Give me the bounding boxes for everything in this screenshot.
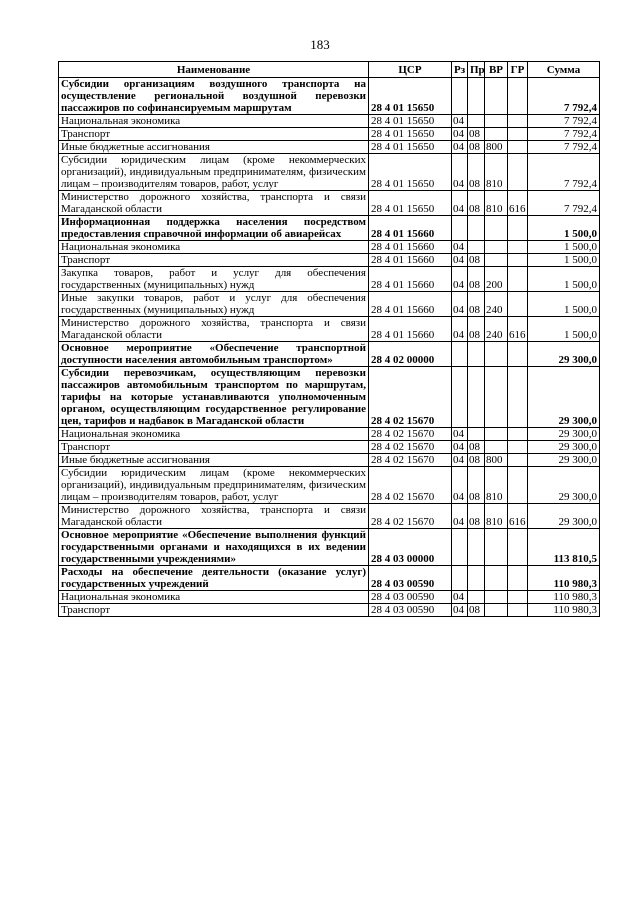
cell-pr: 08 bbox=[468, 128, 485, 141]
cell-name: Основное мероприятие «Обеспечение транспортной доступности населения автомобильным транспортом» bbox=[59, 342, 369, 367]
cell-gr bbox=[508, 115, 528, 128]
cell-gr bbox=[508, 591, 528, 604]
cell-csr: 28 4 01 15650 bbox=[369, 191, 452, 216]
cell-csr: 28 4 01 15650 bbox=[369, 78, 452, 115]
cell-rz: 04 bbox=[452, 428, 468, 441]
cell-csr: 28 4 01 15660 bbox=[369, 317, 452, 342]
cell-rz: 04 bbox=[452, 467, 468, 504]
cell-sum: 110 980,3 bbox=[528, 566, 600, 591]
cell-pr: 08 bbox=[468, 254, 485, 267]
cell-name: Закупка товаров, работ и услуг для обеспечения государственных (муниципальных) нужд bbox=[59, 267, 369, 292]
cell-vr bbox=[485, 367, 508, 428]
table-row bbox=[59, 604, 600, 617]
cell-sum: 1 500,0 bbox=[528, 241, 600, 254]
cell-gr bbox=[508, 267, 528, 292]
cell-name: Национальная экономика bbox=[59, 591, 369, 604]
cell-pr: 08 bbox=[468, 154, 485, 191]
cell-name: Иные закупки товаров, работ и услуг для обеспечения государственных (муниципальных) нужд bbox=[59, 292, 369, 317]
cell-pr: 08 bbox=[468, 467, 485, 504]
cell-csr: 28 4 02 15670 bbox=[369, 367, 452, 428]
cell-rz: 04 bbox=[452, 191, 468, 216]
cell-vr bbox=[485, 254, 508, 267]
cell-name: Национальная экономика bbox=[59, 115, 369, 128]
header-name: Наименование bbox=[59, 62, 369, 78]
cell-csr: 28 4 02 00000 bbox=[369, 342, 452, 367]
cell-pr bbox=[468, 115, 485, 128]
cell-pr bbox=[468, 428, 485, 441]
cell-sum: 7 792,4 bbox=[528, 141, 600, 154]
cell-rz: 04 bbox=[452, 241, 468, 254]
cell-pr: 08 bbox=[468, 141, 485, 154]
cell-vr: 240 bbox=[485, 317, 508, 342]
cell-pr bbox=[468, 241, 485, 254]
cell-sum: 7 792,4 bbox=[528, 191, 600, 216]
cell-pr bbox=[468, 367, 485, 428]
table-row bbox=[59, 78, 600, 115]
cell-gr bbox=[508, 254, 528, 267]
cell-rz: 04 bbox=[452, 591, 468, 604]
cell-gr bbox=[508, 454, 528, 467]
cell-csr: 28 4 01 15660 bbox=[369, 216, 452, 241]
table-row bbox=[59, 267, 600, 292]
cell-vr bbox=[485, 342, 508, 367]
cell-csr: 28 4 02 15670 bbox=[369, 504, 452, 529]
cell-csr: 28 4 03 00590 bbox=[369, 591, 452, 604]
cell-rz: 04 bbox=[452, 441, 468, 454]
cell-gr: 616 bbox=[508, 317, 528, 342]
cell-rz: 04 bbox=[452, 504, 468, 529]
cell-csr: 28 4 01 15660 bbox=[369, 241, 452, 254]
cell-vr bbox=[485, 591, 508, 604]
header-vr: ВР bbox=[485, 62, 508, 78]
cell-rz bbox=[452, 342, 468, 367]
cell-sum: 1 500,0 bbox=[528, 292, 600, 317]
cell-name: Транспорт bbox=[59, 128, 369, 141]
cell-name: Расходы на обеспечение деятельности (оказание услуг) государственных учреждений bbox=[59, 566, 369, 591]
cell-sum: 29 300,0 bbox=[528, 467, 600, 504]
cell-csr: 28 4 01 15660 bbox=[369, 267, 452, 292]
cell-pr: 08 bbox=[468, 267, 485, 292]
cell-pr: 08 bbox=[468, 441, 485, 454]
cell-gr bbox=[508, 154, 528, 191]
cell-sum: 1 500,0 bbox=[528, 317, 600, 342]
cell-csr: 28 4 03 00000 bbox=[369, 529, 452, 566]
cell-rz: 04 bbox=[452, 317, 468, 342]
cell-pr bbox=[468, 342, 485, 367]
header-pr: Пр bbox=[468, 62, 485, 78]
cell-rz: 04 bbox=[452, 454, 468, 467]
cell-gr bbox=[508, 128, 528, 141]
cell-vr: 800 bbox=[485, 141, 508, 154]
cell-csr: 28 4 02 15670 bbox=[369, 441, 452, 454]
cell-gr: 616 bbox=[508, 191, 528, 216]
cell-gr bbox=[508, 292, 528, 317]
cell-vr: 810 bbox=[485, 504, 508, 529]
cell-vr bbox=[485, 216, 508, 241]
table-row bbox=[59, 128, 600, 141]
cell-rz: 04 bbox=[452, 141, 468, 154]
cell-sum: 29 300,0 bbox=[528, 367, 600, 428]
cell-gr bbox=[508, 441, 528, 454]
cell-vr bbox=[485, 529, 508, 566]
cell-rz: 04 bbox=[452, 115, 468, 128]
cell-sum: 1 500,0 bbox=[528, 254, 600, 267]
cell-name: Министерство дорожного хозяйства, транспорта и связи Магаданской области bbox=[59, 504, 369, 529]
cell-pr bbox=[468, 529, 485, 566]
cell-sum: 1 500,0 bbox=[528, 216, 600, 241]
cell-pr bbox=[468, 566, 485, 591]
cell-pr: 08 bbox=[468, 454, 485, 467]
cell-name: Основное мероприятие «Обеспечение выполнения функций государственными органами и находящихся в их ведении государственными учреждениями» bbox=[59, 529, 369, 566]
cell-rz bbox=[452, 78, 468, 115]
cell-gr bbox=[508, 241, 528, 254]
cell-vr: 800 bbox=[485, 454, 508, 467]
table-row bbox=[59, 504, 600, 529]
cell-pr: 08 bbox=[468, 191, 485, 216]
cell-sum: 7 792,4 bbox=[528, 115, 600, 128]
cell-gr: 616 bbox=[508, 504, 528, 529]
cell-sum: 29 300,0 bbox=[528, 441, 600, 454]
table-row bbox=[59, 591, 600, 604]
cell-gr bbox=[508, 78, 528, 115]
header-sum: Сумма bbox=[528, 62, 600, 78]
cell-rz bbox=[452, 367, 468, 428]
cell-gr bbox=[508, 566, 528, 591]
cell-name: Транспорт bbox=[59, 254, 369, 267]
cell-pr: 08 bbox=[468, 317, 485, 342]
cell-gr bbox=[508, 216, 528, 241]
table-row bbox=[59, 428, 600, 441]
cell-rz: 04 bbox=[452, 604, 468, 617]
cell-pr: 08 bbox=[468, 504, 485, 529]
cell-vr bbox=[485, 128, 508, 141]
cell-vr bbox=[485, 441, 508, 454]
table-row bbox=[59, 241, 600, 254]
cell-csr: 28 4 02 15670 bbox=[369, 428, 452, 441]
cell-csr: 28 4 01 15650 bbox=[369, 128, 452, 141]
budget-table bbox=[58, 61, 600, 617]
table-row bbox=[59, 115, 600, 128]
cell-rz bbox=[452, 216, 468, 241]
cell-vr bbox=[485, 115, 508, 128]
cell-sum: 7 792,4 bbox=[528, 128, 600, 141]
cell-csr: 28 4 02 15670 bbox=[369, 467, 452, 504]
cell-gr bbox=[508, 529, 528, 566]
table-row bbox=[59, 367, 600, 428]
table-row bbox=[59, 441, 600, 454]
cell-gr bbox=[508, 141, 528, 154]
header-rz: Рз bbox=[452, 62, 468, 78]
table-row bbox=[59, 254, 600, 267]
table-row bbox=[59, 566, 600, 591]
cell-sum: 1 500,0 bbox=[528, 267, 600, 292]
cell-vr: 810 bbox=[485, 154, 508, 191]
table-row bbox=[59, 454, 600, 467]
cell-gr bbox=[508, 467, 528, 504]
table-row bbox=[59, 342, 600, 367]
table-row bbox=[59, 467, 600, 504]
cell-pr bbox=[468, 591, 485, 604]
cell-name: Субсидии организациям воздушного транспорта на осуществление региональной воздушной перевозки пассажиров по софинансируемым маршрутам bbox=[59, 78, 369, 115]
cell-sum: 29 300,0 bbox=[528, 428, 600, 441]
cell-csr: 28 4 02 15670 bbox=[369, 454, 452, 467]
cell-name: Транспорт bbox=[59, 604, 369, 617]
cell-vr: 240 bbox=[485, 292, 508, 317]
cell-csr: 28 4 01 15650 bbox=[369, 141, 452, 154]
header-csr: ЦСР bbox=[369, 62, 452, 78]
cell-gr bbox=[508, 604, 528, 617]
cell-sum: 29 300,0 bbox=[528, 504, 600, 529]
cell-vr bbox=[485, 428, 508, 441]
table-row bbox=[59, 292, 600, 317]
cell-vr: 200 bbox=[485, 267, 508, 292]
cell-name: Министерство дорожного хозяйства, транспорта и связи Магаданской области bbox=[59, 191, 369, 216]
cell-sum: 29 300,0 bbox=[528, 454, 600, 467]
table-row bbox=[59, 154, 600, 191]
cell-gr bbox=[508, 428, 528, 441]
cell-name: Национальная экономика bbox=[59, 428, 369, 441]
cell-gr bbox=[508, 367, 528, 428]
cell-csr: 28 4 01 15650 bbox=[369, 115, 452, 128]
cell-name: Национальная экономика bbox=[59, 241, 369, 254]
cell-csr: 28 4 03 00590 bbox=[369, 604, 452, 617]
cell-sum: 7 792,4 bbox=[528, 154, 600, 191]
page-number: 183 bbox=[310, 37, 330, 52]
table-row bbox=[59, 216, 600, 241]
cell-sum: 110 980,3 bbox=[528, 591, 600, 604]
cell-name: Министерство дорожного хозяйства, транспорта и связи Магаданской области bbox=[59, 317, 369, 342]
table-row bbox=[59, 191, 600, 216]
cell-pr: 08 bbox=[468, 604, 485, 617]
cell-rz bbox=[452, 529, 468, 566]
cell-pr bbox=[468, 216, 485, 241]
cell-name: Субсидии юридическим лицам (кроме некоммерческих организаций), индивидуальным предпринимателям, физическим лицам – производителям товаров, работ, услуг bbox=[59, 154, 369, 191]
cell-csr: 28 4 01 15660 bbox=[369, 292, 452, 317]
cell-sum: 110 980,3 bbox=[528, 604, 600, 617]
cell-sum: 113 810,5 bbox=[528, 529, 600, 566]
cell-rz bbox=[452, 566, 468, 591]
cell-sum: 7 792,4 bbox=[528, 78, 600, 115]
table-header-row bbox=[59, 62, 600, 78]
table-row bbox=[59, 317, 600, 342]
cell-vr bbox=[485, 604, 508, 617]
cell-name: Транспорт bbox=[59, 441, 369, 454]
cell-rz: 04 bbox=[452, 154, 468, 191]
cell-name: Информационная поддержка населения посредством предоставления справочной информации об авиарейсах bbox=[59, 216, 369, 241]
cell-name: Иные бюджетные ассигнования bbox=[59, 454, 369, 467]
cell-vr bbox=[485, 241, 508, 254]
table-row bbox=[59, 529, 600, 566]
cell-pr: 08 bbox=[468, 292, 485, 317]
cell-pr bbox=[468, 78, 485, 115]
cell-name: Иные бюджетные ассигнования bbox=[59, 141, 369, 154]
table-row bbox=[59, 141, 600, 154]
cell-name: Субсидии юридическим лицам (кроме некоммерческих организаций), индивидуальным предпринимателям, физическим лицам – производителям товаров, работ, услуг bbox=[59, 467, 369, 504]
cell-rz: 04 bbox=[452, 267, 468, 292]
cell-gr bbox=[508, 342, 528, 367]
cell-rz: 04 bbox=[452, 128, 468, 141]
cell-vr bbox=[485, 78, 508, 115]
cell-csr: 28 4 01 15650 bbox=[369, 154, 452, 191]
cell-sum: 29 300,0 bbox=[528, 342, 600, 367]
cell-csr: 28 4 01 15660 bbox=[369, 254, 452, 267]
header-gr: ГР bbox=[508, 62, 528, 78]
cell-vr bbox=[485, 566, 508, 591]
cell-rz: 04 bbox=[452, 292, 468, 317]
cell-vr: 810 bbox=[485, 191, 508, 216]
cell-vr: 810 bbox=[485, 467, 508, 504]
cell-name: Субсидии перевозчикам, осуществляющим перевозки пассажиров автомобильным транспортом по маршрутам, тарифы на которые устанавливаются уполномоченным органом, осуществляющим государственное регулирование цен, тарифов и надбавок в Магаданской области bbox=[59, 367, 369, 428]
table-body bbox=[59, 78, 600, 617]
cell-rz: 04 bbox=[452, 254, 468, 267]
cell-csr: 28 4 03 00590 bbox=[369, 566, 452, 591]
